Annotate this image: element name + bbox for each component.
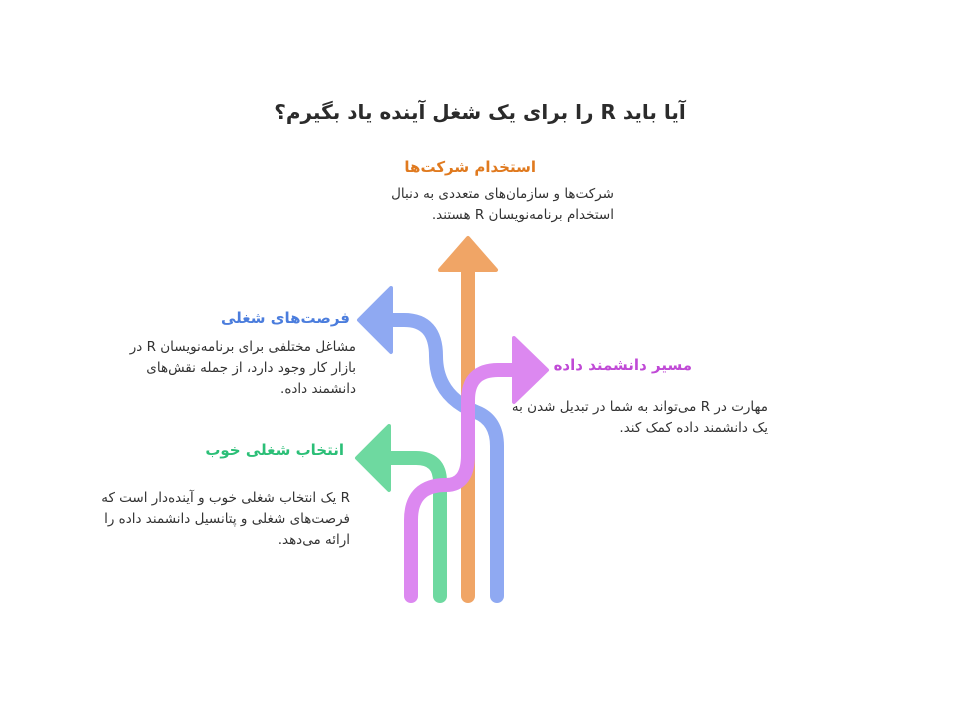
label-good-career-choice: انتخاب شغلی خوب (205, 441, 344, 459)
label-job-opportunities: فرصت‌های شغلی (220, 309, 350, 327)
label-data-scientist-path: مسیر دانشمند داده (553, 356, 692, 374)
desc-good-career-choice: R یک انتخاب شغلی خوب و آینده‌دار است که فرصت‌های شغلی و پتانسیل دانشمند داده را ارائه می‌دهد. (101, 490, 350, 548)
label-company-hiring: استخدام شرکت‌ها (404, 158, 536, 176)
desc-company-hiring: شرکت‌ها و سازمان‌های متعددی به دنبال استخدام برنامه‌نویسان R هستند. (391, 186, 614, 223)
good-choice-arrow (357, 426, 440, 596)
desc-data-scientist-path: مهارت در R می‌تواند به شما در تبدیل شدن به یک دانشمند داده کمک کند. (511, 399, 768, 436)
desc-job-opportunities: مشاغل مختلفی برای برنامه‌نویسان R در بازار کار وجود دارد، از جمله نقش‌های دانشمند داده. (129, 339, 356, 397)
page-title: آیا باید R را برای یک شغل آینده یاد بگیرم؟ (274, 100, 686, 124)
